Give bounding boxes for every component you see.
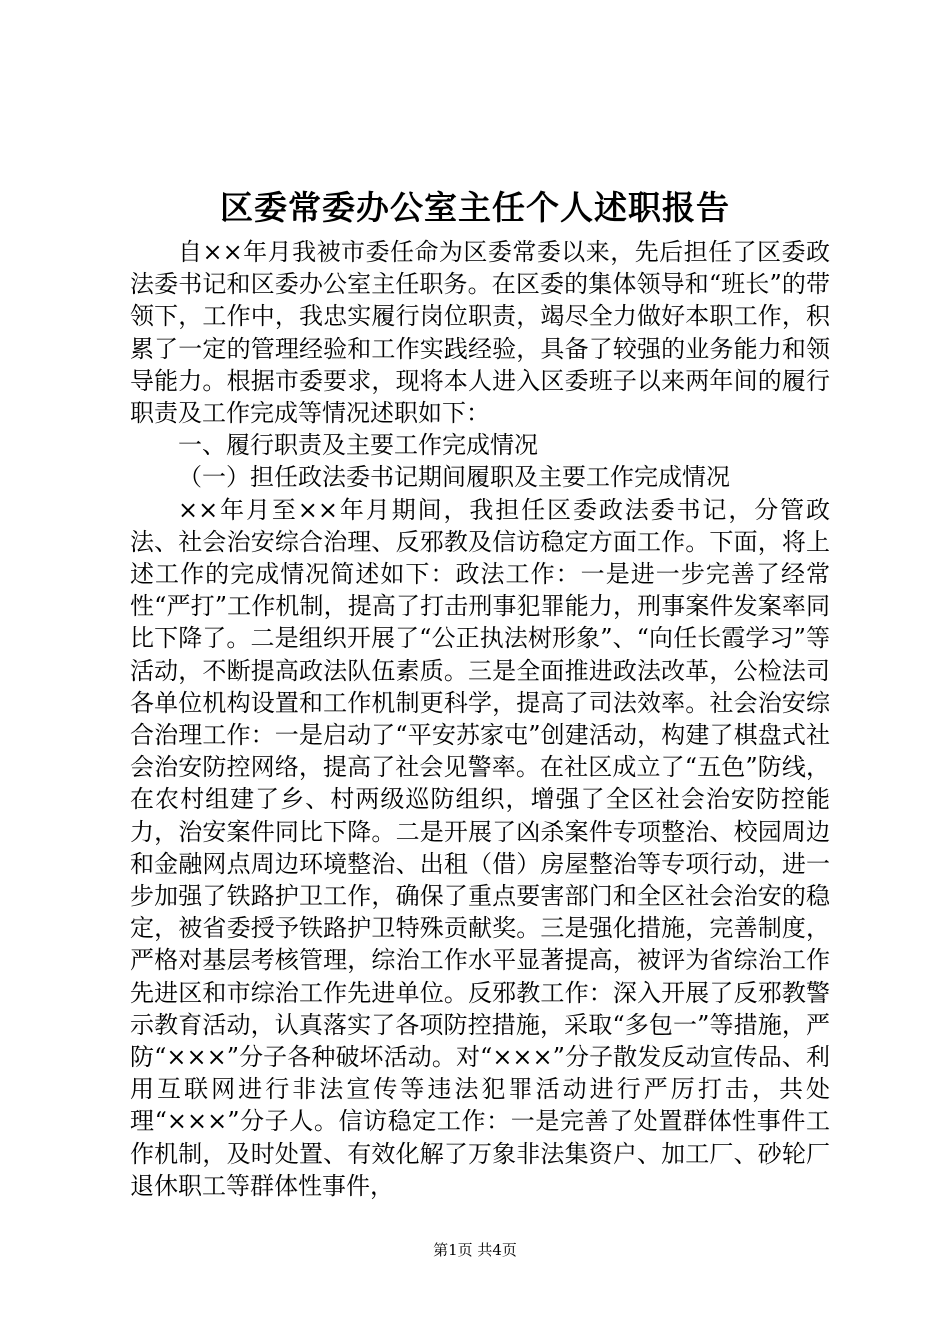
paragraph-work-details: ××年月至××年月期间，我担任区委政法委书记，分管政法、社会治安综合治理、反邪教及信访稳定方面工作。下面，将上述工作的完成情况简述如下：政法工作：一是进一步完善了经常性“严打”工作机制，提高了打击刑事犯罪能力，刑事案件发案率同比下降了。二是组织开展了“公正执法树形象”、“向任长霞学习”等活动，不断提高政法队伍素质。三是全面推进政法改革，公检法司各单位机构设置和工作机制更科学，提高了司法效率。社会治安综合治理工作：一是启动了“平安苏家屯”创建活动，构建了棋盘式社会治安防控网络，提高了社会见警率。在社区成立了“五色”防线，在农村组建了乡、村两级巡防组织，增强了全区社会治安防控能力，治安案件同比下降。二是开展了凶杀案件专项整治、校园周边和金融网点周边环境整治、出租（借）房屋整治等专项行动，进一步加强了铁路护卫工作，确保了重点要害部门和全区社会治安的稳定，被省委授予铁路护卫特殊贡献奖。三是强化措施，完善制度，严格对基层考核管理，综治工作水平显著提高，被评为省综治工作先进区和市综治工作先进单位。反邪教工作：深入开展了反邪教警示教育活动，认真落实了各项防控措施，采取“多包一”等措施，严防“×××”分子各种破坏活动。对“×××”分子散发反动宣传品、利用互联网进行非法宣传等违法犯罪活动进行严厉打击，共处理“×××”分子人。信访稳定工作：一是完善了处置群体性事件工作机制，及时处置、有效化解了万象非法集资户、加工厂、砂轮厂退休职工等群体性事件，: [130, 495, 830, 1200]
document-body: [130, 236, 830, 1202]
page-number: 第1页 共4页: [433, 1241, 517, 1259]
document-title: 区委常委办公室主任个人述职报告: [220, 188, 730, 227]
subsection-heading: （一）担任政法委书记期间履职及主要工作完成情况: [178, 463, 730, 492]
paragraph-intro: 自××年月我被市委任命为区委常委以来，先后担任了区委政法委书记和区委办公室主任职务。在区委的集体领导和“班长”的带领下，工作中，我忠实履行岗位职责，竭尽全力做好本职工作，积累了一定的管理经验和工作实践经验，具备了较强的业务能力和领导能力。根据市委要求，现将本人进入区委班子以来两年间的履行职责及工作完成等情况述职如下：: [130, 238, 830, 428]
section-heading: 一、履行职责及主要工作完成情况: [178, 431, 538, 460]
